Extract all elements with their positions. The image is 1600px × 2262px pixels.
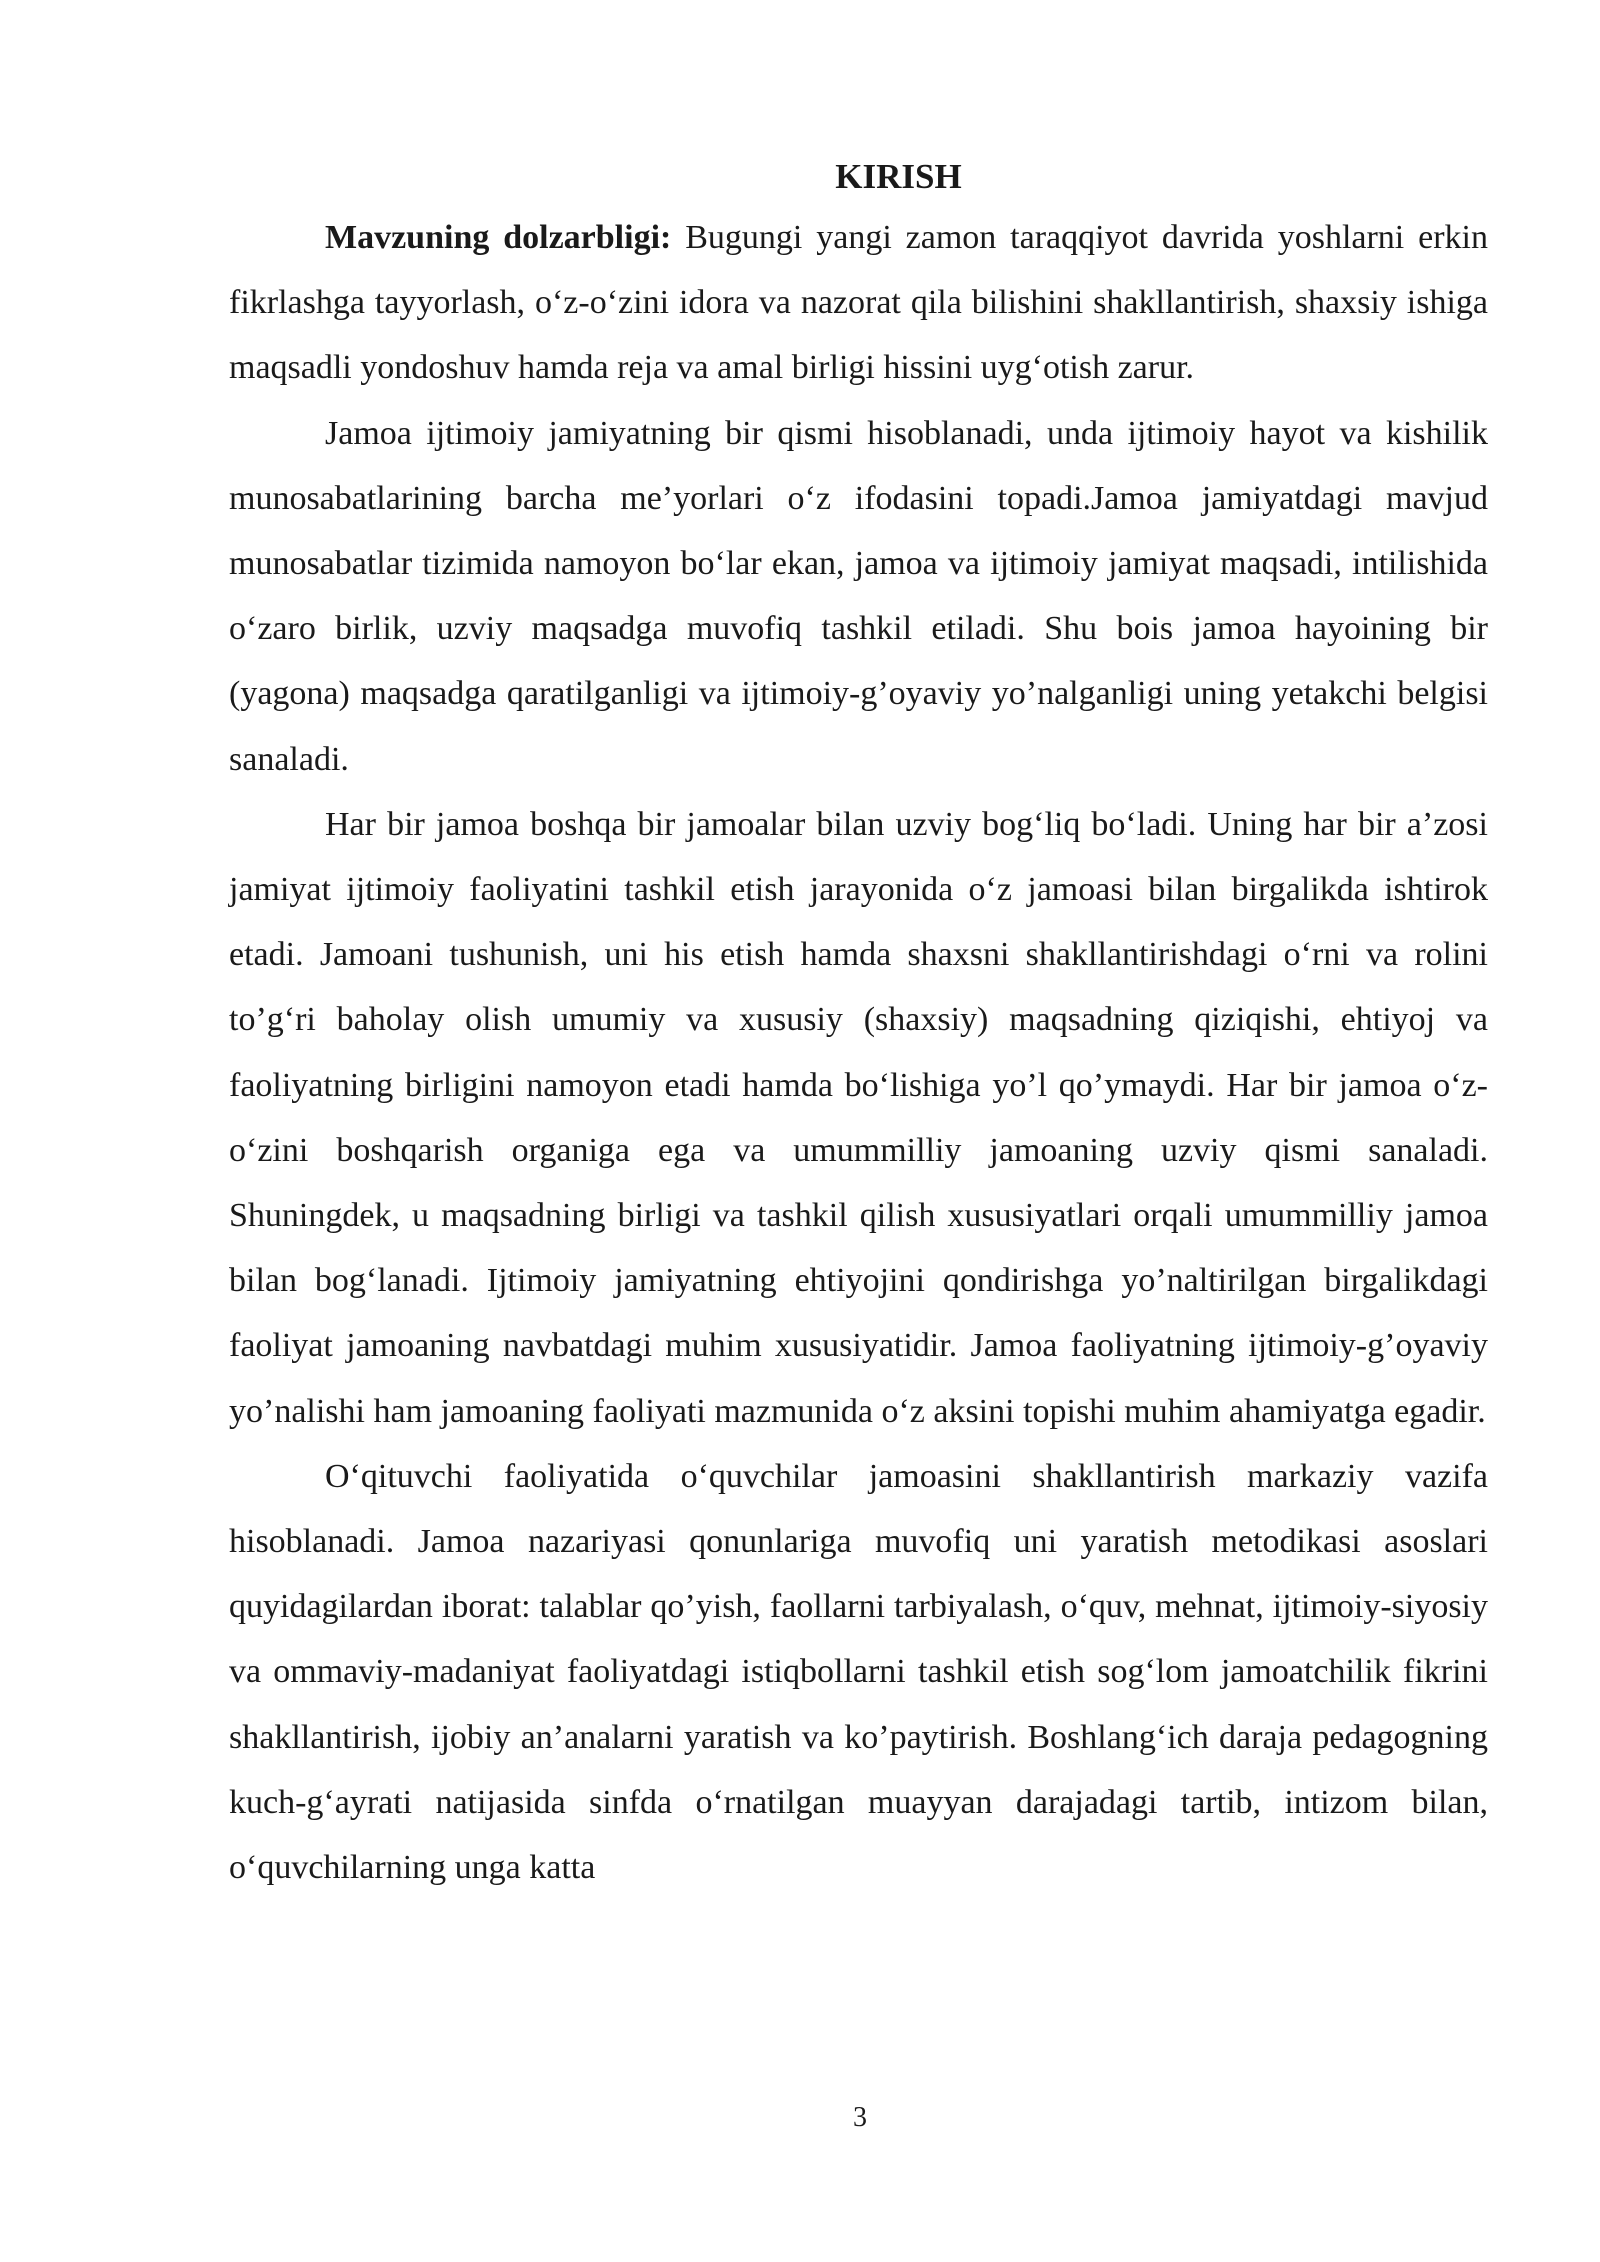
section-heading: KIRISH (835, 157, 962, 196)
paragraph-collective-society: Jamoa ijtimoiy jamiyatning bir qismi hisoblanadi, unda ijtimoiy hayot va kishilik munosabatlarining barcha me’yorlari o‘z ifodasini topadi.Jamoa jamiyatdagi mavjud munosabatlar tizimida namoyon bo‘lar ekan, jamoa va ijtimoiy jamiyat maqsadi, intilishida o‘zaro birlik, uzviy maqsadga muvofiq tashkil etiladi. Shu bois jamoa hayoining bir (yagona) maqsadga qaratilganligi va ijtimoiy-g’oyaviy yo’nalganligi uning yetakchi belgisi sanaladi. (229, 414, 1488, 778)
paragraph-collective-members: Har bir jamoa boshqa bir jamoalar bilan uzviy bog‘liq bo‘ladi. Uning har bir a’zosi jamiyat ijtimoiy faoliyatini tashkil etish jarayonida o‘z jamoasi bilan birgalikda ishtirok etadi. Jamoani tushunish, uni his etish hamda shaxsni shakllantirishdagi o‘rni va rolini to’g‘ri baholay olish umumiy va xususiy (shaxsiy) maqsadning qiziqishi, ehtiyoj va faoliyatning birligini namoyon etadi hamda bo‘lishiga yo’l qo’ymaydi. Har bir jamoa o‘z-o‘zini boshqarish organiga ega va umummilliy jamoaning uzviy qismi sanaladi. Shuningdek, u maqsadning birligi va tashkil qilish xususiyatlari orqali umummilliy jamoa bilan bog‘lanadi. Ijtimoiy jamiyatning ehtiyojini qondirishga yo’naltirilgan birgalikdagi faoliyat jamoaning navbatdagi muhim xususiyatidir. Jamoa faoliyatning ijtimoiy-g’oyaviy yo’nalishi ham jamoaning faoliyati mazmunida o‘z aksini topishi muhim ahamiyatga egadir. (229, 805, 1488, 1430)
document-body (229, 148, 1488, 1900)
page-number: 3 (853, 2102, 867, 2133)
paragraph-lead: Mavzuning dolzarbligi: (325, 219, 672, 256)
paragraph-relevance (229, 205, 1488, 401)
paragraph-teacher-role: O‘qituvchi faoliyatida o‘quvchilar jamoasini shakllantirish markaziy vazifa hisoblanadi. Jamoa nazariyasi qonunlariga muvofiq uni yaratish metodikasi asoslari quyidagilardan iborat: talablar qo’yish, faollarni tarbiyalash, o‘quv, mehnat, ijtimoiy-siyosiy va ommaviy-madaniyat faoliyatdagi istiqbollarni tashkil etish sog‘lom jamoatchilik fikrini shakllantirish, ijobiy an’analarni yaratish va ko’paytirish. Boshlang‘ich daraja pedagogning kuch-g‘ayrati natijasida sinfda o‘rnatilgan muayyan darajadagi tartib, intizom bilan, o‘quvchilarning unga katta (229, 1457, 1488, 1887)
paragraph-text: Bugungi yangi zamon taraqqiyot davrida yoshlarni erkin fikrlashga tayyorlash, o‘z-o‘zini idora va nazorat qila bilishini shakllantirish, shaxsiy ishiga maqsadli yondoshuv hamda reja va amal birligi hissini uyg‘otish zarur. (229, 219, 1488, 387)
